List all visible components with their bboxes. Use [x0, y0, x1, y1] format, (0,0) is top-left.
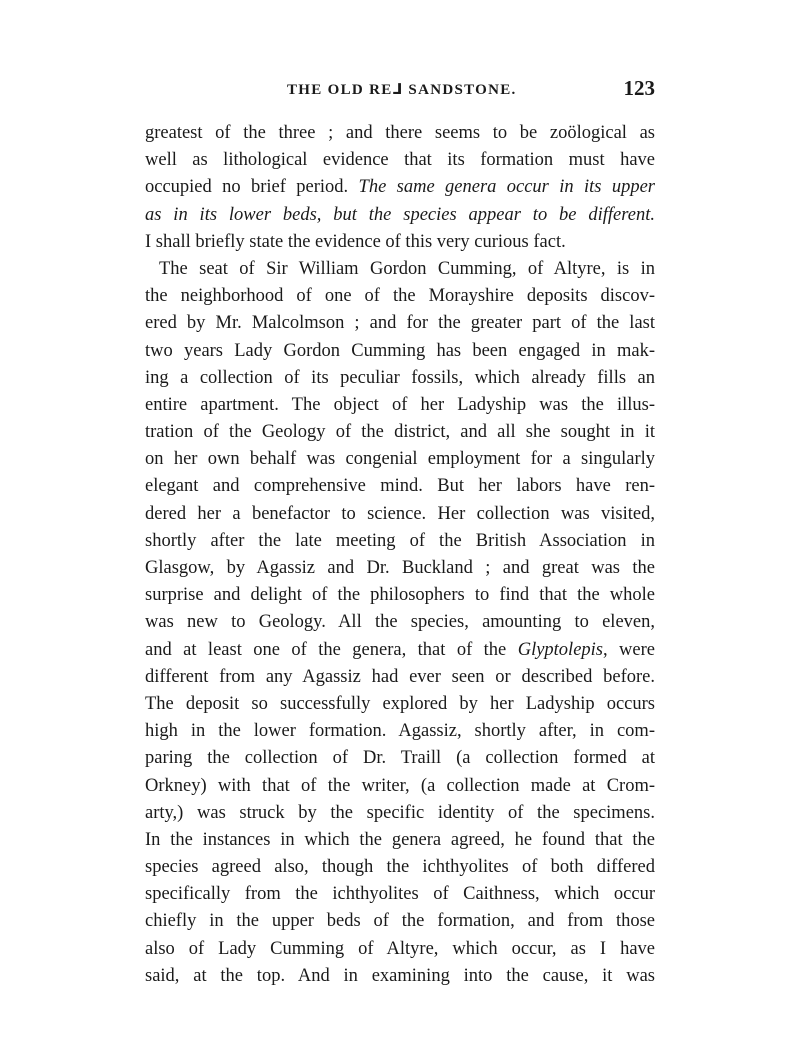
text-segment: Orkney) with that of the writer, (a collection made at Crom-	[145, 775, 655, 796]
text-line	[145, 854, 655, 881]
text-segment: ered by Mr. Malcolmson ; and for the greater part of the last	[145, 313, 655, 334]
text-segment: shortly after the late meeting of the British Association in	[145, 530, 655, 551]
italic-text: as in its lower beds, but the species appear to be different.	[145, 204, 655, 225]
text-line	[145, 582, 655, 609]
italic-text: Glyptolepis	[517, 639, 603, 660]
text-segment: high in the lower formation. Agassiz, shortly after, in com-	[145, 721, 655, 742]
text-segment: tration of the Geology of the district, and all she sought in it	[145, 422, 655, 443]
text-segment: ing a collection of its peculiar fossils, which already fills an	[145, 367, 655, 388]
text-line	[145, 664, 655, 691]
text-line	[145, 338, 655, 365]
text-line	[145, 283, 655, 310]
text-line	[145, 147, 655, 174]
text-segment: occupied no brief period.	[145, 177, 359, 198]
text-segment: entire apartment. The object of her Ladyship was the illus-	[145, 394, 655, 415]
running-title: THE OLD RE⅃ SANDSTONE.	[287, 82, 517, 98]
text-segment: surprise and delight of the philosophers to find that the whole	[145, 585, 655, 606]
text-line	[145, 827, 655, 854]
text-line	[145, 637, 655, 664]
text-line	[145, 555, 655, 582]
text-line	[145, 936, 655, 963]
text-segment: two years Lady Gordon Cumming has been engaged in mak-	[145, 340, 655, 361]
text-segment: dered her a benefactor to science. Her collection was visited,	[145, 503, 655, 524]
text-segment: I shall briefly state the evidence of this very curious fact.	[145, 231, 566, 252]
text-line	[145, 908, 655, 935]
text-segment: elegant and comprehensive mind. But her labors have ren-	[145, 476, 655, 497]
text-segment: arty,) was struck by the specific identity of the specimens.	[145, 802, 655, 823]
text-segment: Glasgow, by Agassiz and Dr. Buckland ; and great was the	[145, 558, 655, 578]
text-line	[145, 963, 655, 990]
text-line	[145, 174, 655, 201]
text-segment: chiefly in the upper beds of the formation, and from those	[145, 911, 655, 932]
text-line	[145, 392, 655, 419]
text-segment: , were	[603, 639, 656, 660]
text-segment: on her own behalf was congenial employment for a singularly	[145, 449, 655, 470]
text-segment: different from any Agassiz had ever seen or described before.	[145, 666, 655, 687]
text-segment: well as lithological evidence that its formation must have	[145, 150, 655, 171]
text-line	[145, 691, 655, 718]
text-line	[145, 800, 655, 827]
text-segment: specifically from the ichthyolites of Caithness, which occur	[145, 884, 655, 905]
text-segment: the neighborhood of one of the Morayshire deposits discov-	[145, 286, 655, 307]
text-line	[145, 310, 655, 337]
text-line	[145, 773, 655, 800]
text-line	[145, 528, 655, 555]
text-line	[145, 501, 655, 528]
text-segment: The seat of Sir William Gordon Cumming, of Altyre, is in	[159, 258, 655, 279]
running-head	[145, 76, 655, 106]
text-line	[145, 256, 655, 283]
text-line	[145, 718, 655, 745]
page-number: 123	[623, 76, 655, 100]
text-segment: species agreed also, though the ichthyolites of both differed	[145, 857, 655, 878]
text-line	[145, 419, 655, 446]
text-line	[145, 609, 655, 636]
text-line	[145, 202, 655, 229]
text-segment: greatest of the three ; and there seems to be zoölogical as	[145, 123, 655, 143]
text-line	[145, 473, 655, 500]
text-segment: and at least one of the genera, that of the	[145, 639, 518, 660]
text-line	[145, 120, 655, 147]
text-segment: was new to Geology. All the species, amounting to eleven,	[145, 612, 655, 633]
text-line	[145, 446, 655, 473]
text-segment: also of Lady Cumming of Altyre, which occur, as I have	[145, 938, 655, 959]
text-segment: paring the collection of Dr. Traill (a collection formed at	[145, 748, 655, 769]
text-segment: In the instances in which the genera agreed, he found that the	[145, 829, 655, 850]
text-line	[145, 229, 655, 256]
text-segment: The deposit so successfully explored by her Ladyship occurs	[145, 693, 655, 714]
italic-text: The same genera occur in its upper	[358, 177, 655, 198]
text-line	[145, 365, 655, 392]
body-text	[145, 120, 655, 990]
text-segment: said, at the top. And in examining into the cause, it was	[145, 965, 655, 986]
text-line	[145, 881, 655, 908]
text-line	[145, 745, 655, 772]
